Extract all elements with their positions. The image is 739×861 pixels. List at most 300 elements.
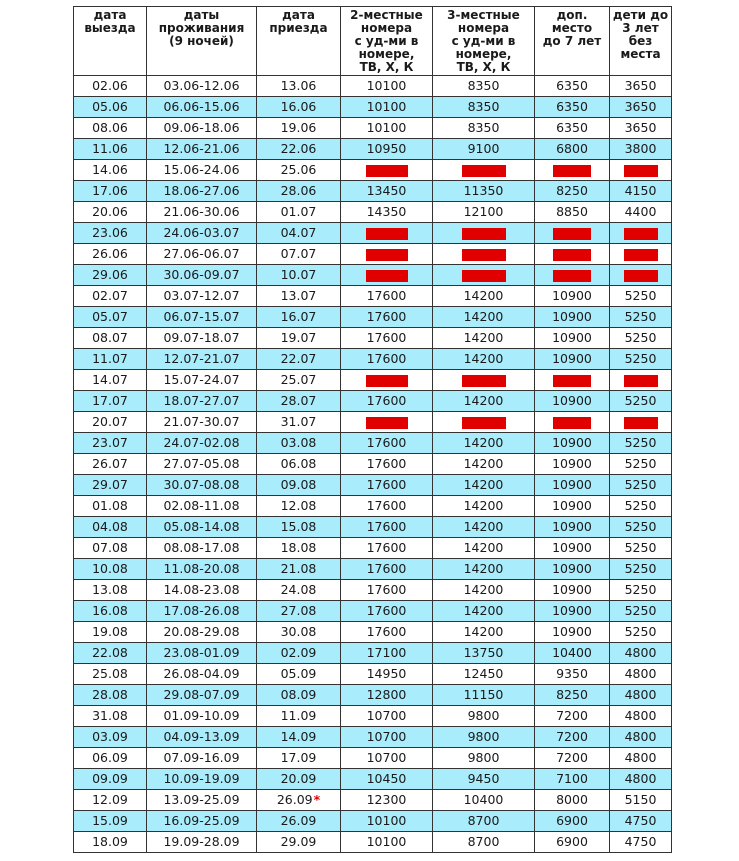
cell-child-price xyxy=(610,664,672,685)
cell-arrival-date-text: 02.09 xyxy=(280,645,317,660)
sold-out-marker xyxy=(624,375,658,387)
cell-child-price-text: 5250 xyxy=(624,582,657,597)
cell-double-room-price xyxy=(341,370,433,391)
header-extra-bed: доп. место до 7 лет xyxy=(535,7,610,76)
cell-arrival-date-text: 25.07 xyxy=(280,372,317,387)
cell-stay-dates xyxy=(147,685,257,706)
cell-extra-bed-price-text: 10900 xyxy=(552,351,592,366)
table-row xyxy=(74,118,672,139)
cell-double-room-price-text: 17600 xyxy=(366,540,407,555)
cell-arrival-date xyxy=(257,391,341,412)
cell-stay-dates-text: 03.06-12.06 xyxy=(163,78,240,93)
cell-double-room-price-text: 17600 xyxy=(366,309,407,324)
header-arrival-date: дата приезда xyxy=(257,7,341,76)
cell-triple-room-price-text: 14200 xyxy=(463,603,504,618)
cell-stay-dates-text: 30.06-09.07 xyxy=(163,267,240,282)
cell-arrival-date-text: 13.07 xyxy=(280,288,317,303)
cell-child-price xyxy=(610,580,672,601)
cell-stay-dates xyxy=(147,328,257,349)
cell-triple-room-price-text: 14200 xyxy=(463,288,504,303)
cell-child-price-text: 3650 xyxy=(624,78,657,93)
cell-extra-bed-price xyxy=(535,160,610,181)
cell-arrival-date xyxy=(257,118,341,139)
table-row xyxy=(74,517,672,538)
cell-double-room-price-text: 17600 xyxy=(366,561,407,576)
cell-departure-date xyxy=(74,328,147,349)
cell-triple-room-price-text: 9800 xyxy=(467,750,500,765)
cell-triple-room-price xyxy=(433,727,535,748)
cell-arrival-date-text: 13.06 xyxy=(280,78,317,93)
cell-arrival-date-text: 05.09 xyxy=(280,666,317,681)
cell-stay-dates xyxy=(147,559,257,580)
cell-triple-room-price-text: 12100 xyxy=(463,204,504,219)
cell-stay-dates-text: 27.06-06.07 xyxy=(163,246,240,261)
cell-triple-room-price-text: 14200 xyxy=(463,582,504,597)
cell-child-price-text: 5250 xyxy=(624,393,657,408)
table-row xyxy=(74,559,672,580)
cell-triple-room-price-text: 8350 xyxy=(467,78,500,93)
cell-triple-room-price xyxy=(433,244,535,265)
cell-extra-bed-price xyxy=(535,664,610,685)
cell-arrival-date xyxy=(257,202,341,223)
cell-double-room-price xyxy=(341,706,433,727)
cell-arrival-date xyxy=(257,706,341,727)
cell-stay-dates xyxy=(147,496,257,517)
cell-arrival-date-text: 16.06 xyxy=(280,99,317,114)
sold-out-marker xyxy=(553,165,591,177)
cell-child-price-text: 4800 xyxy=(624,771,657,786)
cell-double-room-price xyxy=(341,622,433,643)
cell-extra-bed-price-text: 8000 xyxy=(556,792,588,807)
cell-departure-date xyxy=(74,433,147,454)
cell-child-price xyxy=(610,496,672,517)
cell-departure-date-text: 14.07 xyxy=(92,372,128,387)
cell-child-price xyxy=(610,370,672,391)
cell-child-price-text: 5150 xyxy=(624,792,657,807)
cell-departure-date xyxy=(74,538,147,559)
cell-arrival-date xyxy=(257,517,341,538)
cell-arrival-date xyxy=(257,349,341,370)
cell-extra-bed-price-text: 8250 xyxy=(556,687,588,702)
cell-child-price xyxy=(610,643,672,664)
cell-extra-bed-price xyxy=(535,832,610,853)
cell-departure-date-text: 18.09 xyxy=(92,834,128,849)
cell-arrival-date-text: 03.08 xyxy=(280,435,317,450)
cell-double-room-price-text: 17600 xyxy=(366,582,407,597)
cell-triple-room-price xyxy=(433,706,535,727)
cell-triple-room-price xyxy=(433,181,535,202)
cell-departure-date xyxy=(74,559,147,580)
cell-extra-bed-price-text: 10900 xyxy=(552,435,592,450)
cell-double-room-price xyxy=(341,475,433,496)
sold-out-marker xyxy=(366,165,408,177)
cell-arrival-date-text: 26.09 xyxy=(280,813,317,828)
cell-extra-bed-price xyxy=(535,811,610,832)
cell-stay-dates xyxy=(147,832,257,853)
price-table xyxy=(73,6,672,853)
cell-stay-dates xyxy=(147,265,257,286)
cell-departure-date xyxy=(74,475,147,496)
cell-double-room-price xyxy=(341,76,433,97)
cell-departure-date-text: 11.07 xyxy=(92,351,128,366)
cell-double-room-price-text: 10950 xyxy=(366,141,407,156)
cell-departure-date-text: 14.06 xyxy=(92,162,128,177)
cell-double-room-price-text: 17600 xyxy=(366,477,407,492)
header-departure-date: дата выезда xyxy=(74,7,147,76)
cell-extra-bed-price-text: 7200 xyxy=(556,750,588,765)
cell-stay-dates-text: 27.07-05.08 xyxy=(163,456,240,471)
cell-double-room-price xyxy=(341,328,433,349)
cell-double-room-price xyxy=(341,97,433,118)
cell-child-price xyxy=(610,517,672,538)
cell-child-price-text: 5250 xyxy=(624,351,657,366)
cell-double-room-price-text: 10700 xyxy=(366,708,407,723)
cell-departure-date xyxy=(74,769,147,790)
cell-extra-bed-price xyxy=(535,727,610,748)
cell-double-room-price xyxy=(341,664,433,685)
cell-departure-date xyxy=(74,706,147,727)
cell-extra-bed-price-text: 6900 xyxy=(556,813,588,828)
cell-child-price-text: 5250 xyxy=(624,540,657,555)
cell-stay-dates-text: 11.08-20.08 xyxy=(163,561,240,576)
cell-stay-dates xyxy=(147,286,257,307)
cell-stay-dates-text: 05.08-14.08 xyxy=(163,519,240,534)
header-triple-room: 3-местные номера с уд-ми в номере, ТВ, Х, К xyxy=(433,7,535,76)
cell-double-room-price xyxy=(341,307,433,328)
cell-arrival-date-text: 18.08 xyxy=(280,540,317,555)
cell-extra-bed-price xyxy=(535,517,610,538)
cell-arrival-date-text: 28.06 xyxy=(280,183,317,198)
cell-stay-dates-text: 21.06-30.06 xyxy=(163,204,240,219)
cell-extra-bed-price-text: 10900 xyxy=(552,477,592,492)
cell-double-room-price-text: 17600 xyxy=(366,351,407,366)
cell-triple-room-price-text: 11150 xyxy=(463,687,504,702)
cell-stay-dates xyxy=(147,307,257,328)
cell-extra-bed-price xyxy=(535,538,610,559)
cell-triple-room-price-text: 11350 xyxy=(463,183,504,198)
cell-arrival-date xyxy=(257,454,341,475)
cell-extra-bed-price-text: 10900 xyxy=(552,582,592,597)
cell-extra-bed-price-text: 10900 xyxy=(552,456,592,471)
cell-triple-room-price xyxy=(433,475,535,496)
cell-arrival-date-text: 26.09 xyxy=(276,792,313,807)
cell-double-room-price xyxy=(341,202,433,223)
cell-extra-bed-price xyxy=(535,412,610,433)
cell-stay-dates xyxy=(147,601,257,622)
cell-stay-dates-text: 18.07-27.07 xyxy=(163,393,240,408)
cell-stay-dates xyxy=(147,475,257,496)
cell-double-room-price xyxy=(341,496,433,517)
sold-out-marker xyxy=(624,249,658,261)
cell-departure-date-text: 08.07 xyxy=(92,330,128,345)
cell-stay-dates-text: 20.08-29.08 xyxy=(163,624,240,639)
cell-double-room-price-text: 17600 xyxy=(366,393,407,408)
cell-extra-bed-price xyxy=(535,244,610,265)
cell-child-price-text: 4800 xyxy=(624,666,657,681)
cell-child-price xyxy=(610,391,672,412)
table-row xyxy=(74,412,672,433)
cell-departure-date-text: 07.08 xyxy=(92,540,128,555)
cell-child-price-text: 4150 xyxy=(624,183,657,198)
sold-out-marker xyxy=(553,417,591,429)
cell-stay-dates xyxy=(147,538,257,559)
cell-departure-date-text: 02.07 xyxy=(92,288,128,303)
cell-double-room-price xyxy=(341,643,433,664)
cell-departure-date xyxy=(74,370,147,391)
cell-double-room-price xyxy=(341,118,433,139)
sold-out-marker xyxy=(366,270,408,282)
cell-child-price xyxy=(610,307,672,328)
cell-double-room-price-text: 17600 xyxy=(366,435,407,450)
cell-child-price-text: 5250 xyxy=(624,309,657,324)
cell-arrival-date xyxy=(257,139,341,160)
cell-stay-dates-text: 24.06-03.07 xyxy=(163,225,240,240)
cell-arrival-date-text: 15.08 xyxy=(280,519,317,534)
cell-stay-dates xyxy=(147,706,257,727)
cell-double-room-price-text: 14350 xyxy=(366,204,407,219)
cell-triple-room-price xyxy=(433,811,535,832)
cell-stay-dates xyxy=(147,181,257,202)
cell-child-price xyxy=(610,832,672,853)
table-row xyxy=(74,328,672,349)
cell-stay-dates-text: 15.06-24.06 xyxy=(163,162,240,177)
sold-out-marker xyxy=(553,270,591,282)
sold-out-marker xyxy=(462,417,506,429)
cell-stay-dates-text: 15.07-24.07 xyxy=(163,372,240,387)
cell-extra-bed-price-text: 8250 xyxy=(556,183,588,198)
sold-out-marker xyxy=(462,375,506,387)
cell-departure-date-text: 23.07 xyxy=(92,435,128,450)
table-row xyxy=(74,160,672,181)
cell-arrival-date-text: 19.06 xyxy=(280,120,317,135)
cell-extra-bed-price xyxy=(535,706,610,727)
cell-double-room-price-text: 10700 xyxy=(366,750,407,765)
table-row xyxy=(74,97,672,118)
cell-departure-date-text: 08.06 xyxy=(92,120,128,135)
cell-triple-room-price xyxy=(433,496,535,517)
cell-stay-dates-text: 09.06-18.06 xyxy=(163,120,240,135)
cell-departure-date xyxy=(74,496,147,517)
cell-departure-date-text: 29.07 xyxy=(92,477,128,492)
cell-double-room-price xyxy=(341,391,433,412)
cell-arrival-date xyxy=(257,286,341,307)
cell-double-room-price-text: 17100 xyxy=(366,645,407,660)
cell-child-price xyxy=(610,412,672,433)
sold-out-marker xyxy=(624,228,658,240)
cell-child-price-text: 4800 xyxy=(624,708,657,723)
cell-extra-bed-price xyxy=(535,76,610,97)
cell-double-room-price xyxy=(341,433,433,454)
cell-extra-bed-price-text: 10900 xyxy=(552,330,592,345)
cell-triple-room-price xyxy=(433,643,535,664)
cell-departure-date xyxy=(74,811,147,832)
table-row xyxy=(74,286,672,307)
cell-triple-room-price-text: 8350 xyxy=(467,120,500,135)
cell-arrival-date xyxy=(257,76,341,97)
sold-out-marker xyxy=(624,417,658,429)
cell-arrival-date xyxy=(257,538,341,559)
cell-child-price xyxy=(610,160,672,181)
cell-double-room-price-text: 12300 xyxy=(366,792,407,807)
cell-triple-room-price-text: 8350 xyxy=(467,99,500,114)
table-row xyxy=(74,832,672,853)
cell-double-room-price-text: 17600 xyxy=(366,456,407,471)
cell-extra-bed-price-text: 10900 xyxy=(552,288,592,303)
cell-stay-dates-text: 16.09-25.09 xyxy=(163,813,240,828)
cell-triple-room-price xyxy=(433,454,535,475)
cell-arrival-date-text: 17.09 xyxy=(280,750,317,765)
cell-extra-bed-price-text: 10900 xyxy=(552,498,592,513)
cell-departure-date xyxy=(74,160,147,181)
cell-triple-room-price-text: 14200 xyxy=(463,519,504,534)
cell-stay-dates xyxy=(147,622,257,643)
cell-extra-bed-price-text: 6350 xyxy=(556,120,588,135)
cell-triple-room-price xyxy=(433,832,535,853)
cell-double-room-price-text: 17600 xyxy=(366,624,407,639)
cell-arrival-date-text: 04.07 xyxy=(280,225,317,240)
cell-stay-dates-text: 01.09-10.09 xyxy=(163,708,240,723)
cell-stay-dates-text: 17.08-26.08 xyxy=(163,603,240,618)
header-child-no-bed: дети до 3 лет без места xyxy=(610,7,672,76)
cell-stay-dates xyxy=(147,454,257,475)
cell-extra-bed-price xyxy=(535,454,610,475)
table-row xyxy=(74,370,672,391)
cell-triple-room-price xyxy=(433,76,535,97)
cell-child-price xyxy=(610,433,672,454)
cell-departure-date xyxy=(74,412,147,433)
cell-triple-room-price-text: 9450 xyxy=(467,771,500,786)
cell-stay-dates xyxy=(147,160,257,181)
cell-stay-dates xyxy=(147,433,257,454)
cell-stay-dates-text: 24.07-02.08 xyxy=(163,435,240,450)
cell-stay-dates-text: 10.09-19.09 xyxy=(163,771,240,786)
cell-triple-room-price-text: 9800 xyxy=(467,708,500,723)
cell-departure-date-text: 02.06 xyxy=(92,78,128,93)
table-row xyxy=(74,139,672,160)
cell-arrival-date-text: 01.07 xyxy=(280,204,317,219)
cell-triple-room-price-text: 14200 xyxy=(463,393,504,408)
cell-extra-bed-price xyxy=(535,748,610,769)
cell-stay-dates-text: 19.09-28.09 xyxy=(163,834,240,849)
cell-departure-date xyxy=(74,391,147,412)
cell-arrival-date xyxy=(257,790,341,811)
cell-child-price xyxy=(610,748,672,769)
cell-extra-bed-price xyxy=(535,580,610,601)
cell-extra-bed-price xyxy=(535,370,610,391)
cell-triple-room-price xyxy=(433,538,535,559)
table-row xyxy=(74,727,672,748)
cell-double-room-price xyxy=(341,223,433,244)
cell-stay-dates xyxy=(147,97,257,118)
cell-departure-date xyxy=(74,244,147,265)
cell-child-price xyxy=(610,328,672,349)
table-row xyxy=(74,643,672,664)
cell-departure-date-text: 12.09 xyxy=(92,792,128,807)
cell-stay-dates xyxy=(147,790,257,811)
cell-child-price-text: 4800 xyxy=(624,687,657,702)
cell-child-price xyxy=(610,265,672,286)
cell-arrival-date xyxy=(257,727,341,748)
cell-extra-bed-price-text: 7200 xyxy=(556,708,588,723)
table-row xyxy=(74,475,672,496)
cell-double-room-price-text: 17600 xyxy=(366,519,407,534)
cell-child-price xyxy=(610,601,672,622)
cell-double-room-price xyxy=(341,286,433,307)
cell-stay-dates xyxy=(147,748,257,769)
cell-departure-date-text: 17.07 xyxy=(92,393,128,408)
cell-departure-date xyxy=(74,139,147,160)
table-row xyxy=(74,769,672,790)
cell-arrival-date xyxy=(257,601,341,622)
cell-arrival-date-text: 21.08 xyxy=(280,561,317,576)
cell-arrival-date-text: 14.09 xyxy=(280,729,317,744)
cell-double-room-price xyxy=(341,181,433,202)
sold-out-marker xyxy=(462,270,506,282)
cell-triple-room-price-text: 14200 xyxy=(463,435,504,450)
cell-double-room-price-text: 12800 xyxy=(366,687,407,702)
cell-child-price xyxy=(610,454,672,475)
cell-extra-bed-price xyxy=(535,601,610,622)
cell-arrival-date-text: 22.07 xyxy=(280,351,317,366)
cell-extra-bed-price xyxy=(535,97,610,118)
cell-arrival-date xyxy=(257,370,341,391)
cell-departure-date xyxy=(74,517,147,538)
cell-triple-room-price xyxy=(433,391,535,412)
cell-stay-dates xyxy=(147,223,257,244)
cell-extra-bed-price-text: 6900 xyxy=(556,834,588,849)
cell-triple-room-price-text: 14200 xyxy=(463,561,504,576)
cell-arrival-date-text: 07.07 xyxy=(280,246,317,261)
cell-child-price xyxy=(610,349,672,370)
cell-child-price-text: 3650 xyxy=(624,99,657,114)
cell-arrival-date-text: 09.08 xyxy=(280,477,317,492)
cell-arrival-date-text: 16.07 xyxy=(280,309,317,324)
table-row xyxy=(74,748,672,769)
cell-triple-room-price xyxy=(433,433,535,454)
sold-out-marker xyxy=(462,165,506,177)
cell-arrival-date-text: 19.07 xyxy=(280,330,317,345)
table-row xyxy=(74,307,672,328)
cell-double-room-price-text: 17600 xyxy=(366,330,407,345)
table-row xyxy=(74,223,672,244)
cell-departure-date-text: 29.06 xyxy=(92,267,128,282)
cell-arrival-date-text: 28.07 xyxy=(280,393,317,408)
cell-child-price-text: 4800 xyxy=(624,750,657,765)
cell-stay-dates xyxy=(147,202,257,223)
cell-extra-bed-price xyxy=(535,622,610,643)
cell-departure-date-text: 13.08 xyxy=(92,582,128,597)
table-row xyxy=(74,76,672,97)
sold-out-marker xyxy=(366,249,408,261)
cell-child-price xyxy=(610,223,672,244)
cell-departure-date-text: 17.06 xyxy=(92,183,128,198)
cell-extra-bed-price-text: 10900 xyxy=(552,624,592,639)
cell-stay-dates-text: 12.07-21.07 xyxy=(163,351,240,366)
cell-arrival-date xyxy=(257,160,341,181)
cell-triple-room-price-text: 14200 xyxy=(463,330,504,345)
cell-triple-room-price xyxy=(433,265,535,286)
cell-departure-date xyxy=(74,727,147,748)
cell-child-price-text: 4800 xyxy=(624,645,657,660)
header-double-room: 2-местные номера с уд-ми в номере, ТВ, Х, К xyxy=(341,7,433,76)
cell-stay-dates-text: 29.08-07.09 xyxy=(163,687,240,702)
cell-stay-dates-text: 12.06-21.06 xyxy=(163,141,240,156)
cell-child-price xyxy=(610,202,672,223)
cell-triple-room-price xyxy=(433,370,535,391)
cell-extra-bed-price xyxy=(535,286,610,307)
cell-child-price xyxy=(610,622,672,643)
cell-double-room-price xyxy=(341,685,433,706)
